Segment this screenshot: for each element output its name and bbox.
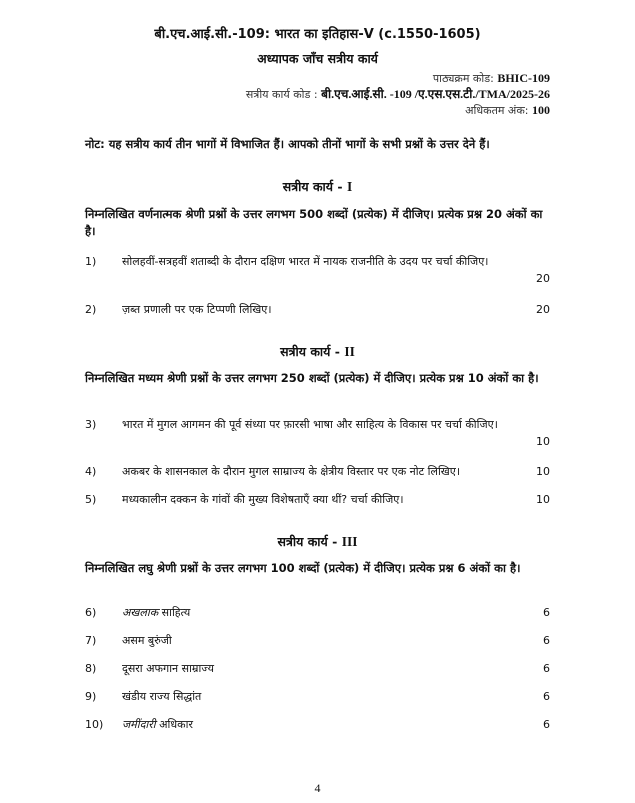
question-number: 2)	[85, 303, 97, 316]
section-title-text: सत्रीय कार्य -	[277, 534, 338, 549]
section-instruction: निम्नलिखित लघु श्रेणी प्रश्नों के उत्तर लगभग 100 शब्दों (प्रत्येक) में दीजिए। प्रत्येक प्रश्न 6 अंकों का है।	[85, 561, 521, 575]
assignment-code: बी.एच.आई.सी. -109 /ए.एस.एस.टी./TMA/2025-26	[321, 87, 550, 101]
section-roman: II	[344, 344, 355, 359]
question-text-rest: साहित्य	[158, 606, 191, 619]
question-number: 1)	[85, 255, 97, 268]
course-code-label: पाठ्यक्रम कोड:	[432, 72, 494, 85]
question-marks: 6	[543, 718, 550, 731]
question-marks: 6	[543, 606, 550, 619]
page-number: 4	[314, 781, 321, 795]
question-item	[85, 604, 550, 621]
document-subtitle: अध्यापक जाँच सत्रीय कार्य	[257, 51, 378, 66]
max-marks: 100	[532, 103, 550, 117]
question-number: 4)	[85, 465, 97, 478]
question-text: सोलहवीं-सत्रहवीं शताब्दी के दौरान दक्षिण भारत में नायक राजनीति के उदय पर चर्चा कीजिए।	[122, 255, 489, 268]
question-item	[85, 716, 550, 733]
max-marks-line	[465, 103, 550, 118]
question-marks: 10	[536, 493, 550, 506]
section-instruction: निम्नलिखित मध्यम श्रेणी प्रश्नों के उत्तर लगभग 250 शब्दों (प्रत्येक) में दीजिए। प्रत्येक प्रश्न 10 अंकों का है।	[85, 371, 539, 385]
question-number: 9)	[85, 690, 97, 703]
question-text	[122, 716, 522, 733]
question-number: 5)	[85, 493, 97, 506]
question-text	[122, 604, 522, 621]
max-marks-label: अधिकतम अंक:	[465, 104, 529, 117]
question-marks: 10	[536, 435, 550, 448]
question-item	[85, 632, 550, 649]
question-text: खंडीय राज्य सिद्धांत	[122, 690, 202, 703]
assignment-code-line	[246, 87, 550, 102]
section-title-text: सत्रीय कार्य -	[282, 179, 343, 194]
question-item	[85, 660, 550, 677]
question-number: 8)	[85, 662, 97, 675]
question-text: मध्यकालीन दक्कन के गांवों की मुख्य विशेषताएँ क्या थीं? चर्चा कीजिए।	[122, 493, 404, 506]
question-marks: 20	[536, 303, 550, 316]
course-code-line	[433, 71, 550, 86]
question-text: अकबर के शासनकाल के दौरान मुगल साम्राज्य के क्षेत्रीय विस्तार पर एक नोट लिखिए।	[122, 465, 461, 478]
question-item	[85, 416, 550, 450]
section-title	[0, 178, 635, 195]
question-marks: 6	[543, 662, 550, 675]
question-number: 3)	[85, 418, 97, 431]
question-text: भारत में मुगल आगमन की पूर्व संध्या पर फ़ारसी भाषा और साहित्य के विकास पर चर्चा कीजिए।	[122, 418, 498, 431]
question-marks: 10	[536, 465, 550, 478]
question-text: ज़ब्त प्रणाली पर एक टिप्पणी लिखिए।	[122, 303, 272, 316]
course-code: BHIC-109	[497, 71, 550, 85]
question-text-rest: अधिकार	[155, 718, 193, 731]
section-roman: I	[346, 179, 353, 194]
question-italic-term: अखलाक	[122, 606, 159, 619]
question-italic-term: जमींदारी	[122, 718, 156, 731]
section-roman: III	[341, 534, 358, 549]
section-title-text: सत्रीय कार्य -	[280, 344, 340, 359]
document-title: बी.एच.आई.सी.-109: भारत का इतिहास-V (c.1550-1605)	[154, 27, 481, 42]
question-marks: 20	[536, 272, 550, 285]
question-item	[85, 463, 550, 480]
section-title	[0, 343, 635, 360]
question-text: असम बुरुंजी	[122, 634, 172, 647]
assignment-code-label: सत्रीय कार्य कोड :	[245, 88, 318, 101]
question-marks: 6	[543, 634, 550, 647]
question-item	[85, 253, 550, 287]
section-instruction: निम्नलिखित वर्णनात्मक श्रेणी प्रश्नों के उत्तर लगभग 500 शब्दों (प्रत्येक) में दीजिए। प्रत्येक प्रश्न 20 अंकों का है।	[85, 207, 543, 238]
question-number: 7)	[85, 634, 97, 647]
section-title	[0, 533, 635, 550]
question-number: 6)	[85, 606, 97, 619]
question-text: दूसरा अफगान साम्राज्य	[122, 662, 215, 675]
question-item	[85, 491, 550, 508]
note: नोट: यह सत्रीय कार्य तीन भागों में विभाजित हैं। आपको तीनों भागों के सभी प्रश्नों के उत्तर देने हैं।	[85, 137, 490, 151]
question-item	[85, 688, 550, 705]
question-number: 10)	[85, 718, 104, 731]
question-item	[85, 301, 550, 318]
question-marks: 6	[543, 690, 550, 703]
